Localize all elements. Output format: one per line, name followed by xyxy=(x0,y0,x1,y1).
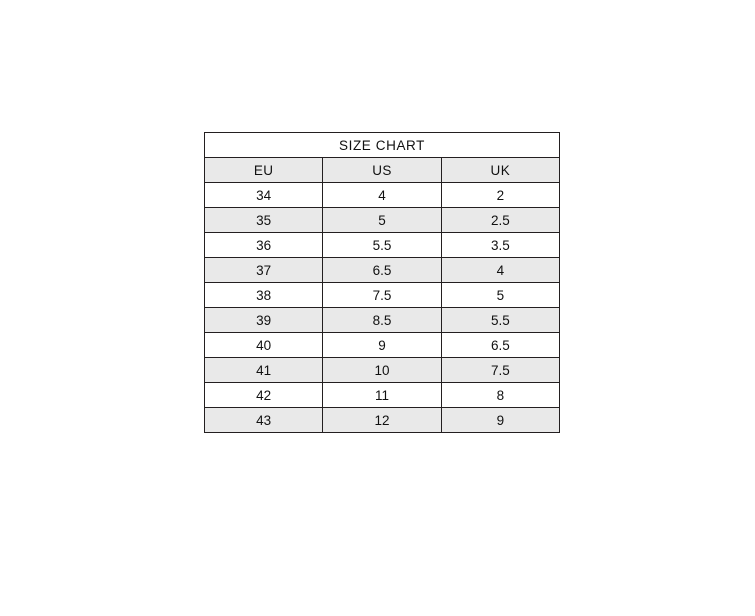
cell-us: 6.5 xyxy=(323,258,441,283)
table-row xyxy=(205,308,560,333)
size-chart-title: SIZE CHART xyxy=(205,133,560,158)
cell-uk: 6.5 xyxy=(441,333,559,358)
cell-uk: 5.5 xyxy=(441,308,559,333)
cell-eu: 41 xyxy=(205,358,323,383)
cell-uk: 9 xyxy=(441,408,559,433)
size-chart-table xyxy=(204,132,560,433)
size-chart-header-row xyxy=(205,158,560,183)
cell-us: 12 xyxy=(323,408,441,433)
table-row xyxy=(205,183,560,208)
cell-uk: 7.5 xyxy=(441,358,559,383)
column-header-uk: UK xyxy=(441,158,559,183)
cell-eu: 43 xyxy=(205,408,323,433)
cell-us: 11 xyxy=(323,383,441,408)
cell-uk: 2.5 xyxy=(441,208,559,233)
table-row xyxy=(205,383,560,408)
cell-us: 5.5 xyxy=(323,233,441,258)
cell-uk: 4 xyxy=(441,258,559,283)
table-row xyxy=(205,333,560,358)
size-chart-container xyxy=(204,132,560,433)
cell-eu: 35 xyxy=(205,208,323,233)
table-row xyxy=(205,208,560,233)
table-row xyxy=(205,233,560,258)
table-row xyxy=(205,258,560,283)
cell-uk: 3.5 xyxy=(441,233,559,258)
cell-us: 7.5 xyxy=(323,283,441,308)
column-header-eu: EU xyxy=(205,158,323,183)
cell-eu: 37 xyxy=(205,258,323,283)
cell-uk: 5 xyxy=(441,283,559,308)
cell-eu: 40 xyxy=(205,333,323,358)
cell-us: 4 xyxy=(323,183,441,208)
table-row xyxy=(205,358,560,383)
cell-uk: 8 xyxy=(441,383,559,408)
cell-eu: 42 xyxy=(205,383,323,408)
column-header-us: US xyxy=(323,158,441,183)
size-chart-title-row xyxy=(205,133,560,158)
cell-us: 8.5 xyxy=(323,308,441,333)
cell-eu: 36 xyxy=(205,233,323,258)
cell-uk: 2 xyxy=(441,183,559,208)
cell-eu: 38 xyxy=(205,283,323,308)
cell-us: 5 xyxy=(323,208,441,233)
table-row xyxy=(205,408,560,433)
cell-us: 10 xyxy=(323,358,441,383)
cell-eu: 39 xyxy=(205,308,323,333)
cell-us: 9 xyxy=(323,333,441,358)
cell-eu: 34 xyxy=(205,183,323,208)
table-row xyxy=(205,283,560,308)
